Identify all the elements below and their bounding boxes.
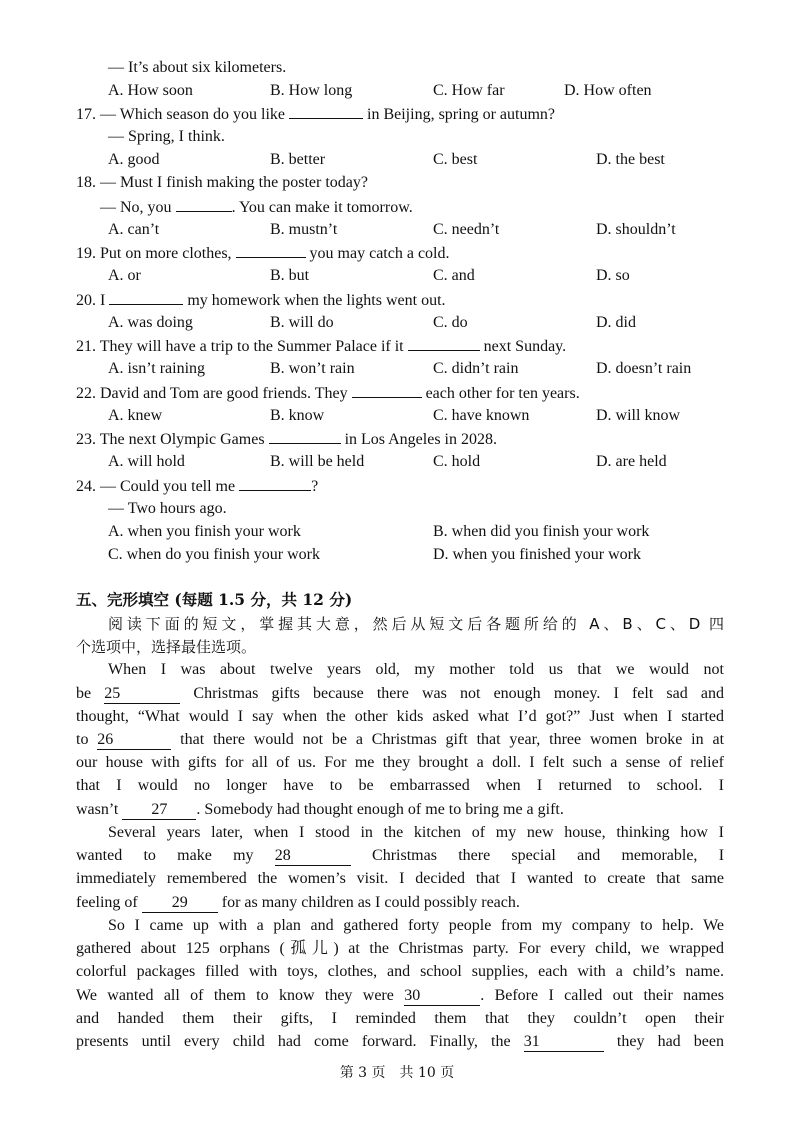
q17-stem xyxy=(76,104,555,125)
q20-stem-start: 20. I xyxy=(76,292,106,309)
q20-option-c: C. do xyxy=(433,314,468,331)
q22-blank xyxy=(352,383,422,398)
q23-option-a: A. will hold xyxy=(108,453,185,470)
cloze-blank-25: 25 xyxy=(104,685,180,704)
q17-reply: — Spring, I think. xyxy=(108,128,225,145)
q18-reply-end: . You can make it tomorrow. xyxy=(231,199,413,216)
q20-stem xyxy=(76,290,446,311)
passage-line xyxy=(76,986,724,1006)
q24-stem-start: 24. — Could you tell me xyxy=(76,478,236,495)
passage-text: Christmas there special and memorable, I xyxy=(372,847,725,864)
q18-reply-start: — No, you xyxy=(100,199,172,216)
passage-line: colorful packages filled with toys, clothes, and school supplies, each with a child’s name. xyxy=(76,963,724,980)
passage-text: . Somebody had thought enough of me to bring me a gift. xyxy=(196,801,564,818)
q16-answer: — It’s about six kilometers. xyxy=(108,59,287,76)
q23-stem-end: in Los Angeles in 2028. xyxy=(344,431,497,448)
q23-blank xyxy=(269,429,341,444)
q17-option-b: B. better xyxy=(270,151,326,168)
q16-option-a: A. How soon xyxy=(108,82,193,99)
q23-stem-start: 23. The next Olympic Games xyxy=(76,431,265,448)
q23-stem xyxy=(76,429,497,450)
q20-option-b: B. will do xyxy=(270,314,334,331)
section-instruction-line1: 阅读下面的短文，掌握其大意，然后从短文后各题所给的 A、B、C、D 四 xyxy=(108,615,724,633)
q18-option-d: D. shouldn’t xyxy=(596,221,676,238)
passage-line xyxy=(76,684,724,704)
q19-stem-start: 19. Put on more clothes, xyxy=(76,245,232,262)
q22-option-b: B. know xyxy=(270,407,325,424)
q24-option-d: D. when you finished your work xyxy=(433,546,641,563)
q22-option-c: C. have known xyxy=(433,407,530,424)
section-instruction-line2: 个选项中，选择最佳选项。 xyxy=(76,638,257,656)
section-heading: 五、完形填空 (每题 1.5 分，共 12 分) xyxy=(76,590,353,609)
q24-stem xyxy=(76,476,318,497)
q17-stem-start: 17. — Which season do you like xyxy=(76,106,286,123)
q22-stem-end: each other for ten years. xyxy=(425,385,580,402)
q24-blank xyxy=(239,476,311,491)
passage-line: that I would no longer have to be embarrassed when I returned to school. I xyxy=(76,777,724,794)
q21-stem xyxy=(76,336,566,357)
passage-line xyxy=(76,1032,724,1052)
passage-line xyxy=(76,800,564,820)
q23-option-d: D. are held xyxy=(596,453,667,470)
q16-option-b: B. How long xyxy=(270,82,353,99)
q24-option-c: C. when do you finish your work xyxy=(108,546,320,563)
q21-option-b: B. won’t rain xyxy=(270,360,355,377)
q21-option-d: D. doesn’t rain xyxy=(596,360,692,377)
q19-stem-end: you may catch a cold. xyxy=(309,245,450,262)
cloze-blank-29: 29 xyxy=(142,894,218,913)
q24-option-b: B. when did you finish your work xyxy=(433,523,650,540)
passage-text: . Before I called out their names xyxy=(480,987,725,1004)
q22-stem-start: 22. David and Tom are good friends. They xyxy=(76,385,348,402)
q21-option-a: A. isn’t raining xyxy=(108,360,206,377)
q22-option-a: A. knew xyxy=(108,407,163,424)
passage-text: wanted to make my xyxy=(76,847,254,864)
cloze-blank-28: 28 xyxy=(275,847,351,866)
passage-text: We wanted all of them to know they were xyxy=(76,987,394,1004)
passage-text: feeling of xyxy=(76,894,138,911)
q19-option-c: C. and xyxy=(433,267,475,284)
q19-blank xyxy=(236,243,306,258)
cloze-blank-26: 26 xyxy=(97,731,171,750)
q17-stem-end: in Beijing, spring or autumn? xyxy=(367,106,555,123)
q17-option-c: C. best xyxy=(433,151,478,168)
passage-text: presents until every child had come forward. Finally, the xyxy=(76,1033,511,1050)
q20-blank xyxy=(109,290,183,305)
q21-stem-start: 21. They will have a trip to the Summer Palace if it xyxy=(76,338,404,355)
q18-option-c: C. needn’t xyxy=(433,221,500,238)
passage-text: to xyxy=(76,731,89,748)
q21-blank xyxy=(408,336,480,351)
q20-option-a: A. was doing xyxy=(108,314,193,331)
passage-text: for as many children as I could possibly reach. xyxy=(221,894,520,911)
passage-line: Several years later, when I stood in the kitchen of my new house, thinking how I xyxy=(108,824,724,841)
passage-text: Christmas gifts because there was not enough money. I felt sad and xyxy=(193,685,725,702)
page-number-footer: 第 3 页 共 10 页 xyxy=(339,1065,455,1081)
passage-line: When I was about twelve years old, my mother told us that we would not xyxy=(108,661,724,678)
q16-option-d: D. How often xyxy=(564,82,652,99)
passage-text: that there would not be a Christmas gift that year, three women broke in at xyxy=(180,731,725,748)
q19-option-d: D. so xyxy=(596,267,630,284)
q19-stem xyxy=(76,243,450,264)
q18-option-a: A. can’t xyxy=(108,221,160,238)
cloze-blank-31: 31 xyxy=(524,1033,604,1052)
q18-reply xyxy=(100,197,413,218)
q18-blank xyxy=(176,197,232,212)
q24-reply: — Two hours ago. xyxy=(108,500,227,517)
passage-text: wasn’t xyxy=(76,801,119,818)
passage-line xyxy=(76,846,724,866)
q22-option-d: D. will know xyxy=(596,407,680,424)
passage-text: they had been xyxy=(616,1033,725,1050)
passage-line: and handed them their gifts, I reminded them that they couldn’t open their xyxy=(76,1010,724,1027)
q17-blank xyxy=(289,104,363,119)
q24-stem-end: ? xyxy=(311,478,319,495)
q18-stem: 18. — Must I finish making the poster today? xyxy=(76,174,368,191)
q19-option-b: B. but xyxy=(270,267,310,284)
passage-line xyxy=(76,730,724,750)
passage-line: immediately remembered the women’s visit. I decided that I wanted to create that same xyxy=(76,870,724,887)
q23-option-c: C. hold xyxy=(433,453,481,470)
q22-stem xyxy=(76,383,580,404)
passage-text: be xyxy=(76,685,92,702)
q17-option-d: D. the best xyxy=(596,151,665,168)
q23-option-b: B. will be held xyxy=(270,453,365,470)
q20-option-d: D. did xyxy=(596,314,636,331)
q18-option-b: B. mustn’t xyxy=(270,221,338,238)
q17-option-a: A. good xyxy=(108,151,160,168)
q16-option-c: C. How far xyxy=(433,82,505,99)
q20-stem-end: my homework when the lights went out. xyxy=(187,292,446,309)
passage-line: gathered about 125 orphans (孤儿) at the Christmas party. For every child, we wrapped xyxy=(76,940,724,957)
passage-line: our house with gifts for all of us. For me they brought a doll. I felt such a sense of relief xyxy=(76,754,724,771)
cloze-blank-30: 30 xyxy=(404,987,480,1006)
passage-line: thought, “What would I say when the other kids asked what I’d got?” Just when I started xyxy=(76,708,724,725)
passage-line xyxy=(76,893,520,913)
passage-line: So I came up with a plan and gathered forty people from my company to help. We xyxy=(108,917,724,934)
q21-stem-end: next Sunday. xyxy=(483,338,567,355)
cloze-blank-27: 27 xyxy=(122,801,196,820)
q19-option-a: A. or xyxy=(108,267,141,284)
q21-option-c: C. didn’t rain xyxy=(433,360,519,377)
q24-option-a: A. when you finish your work xyxy=(108,523,301,540)
